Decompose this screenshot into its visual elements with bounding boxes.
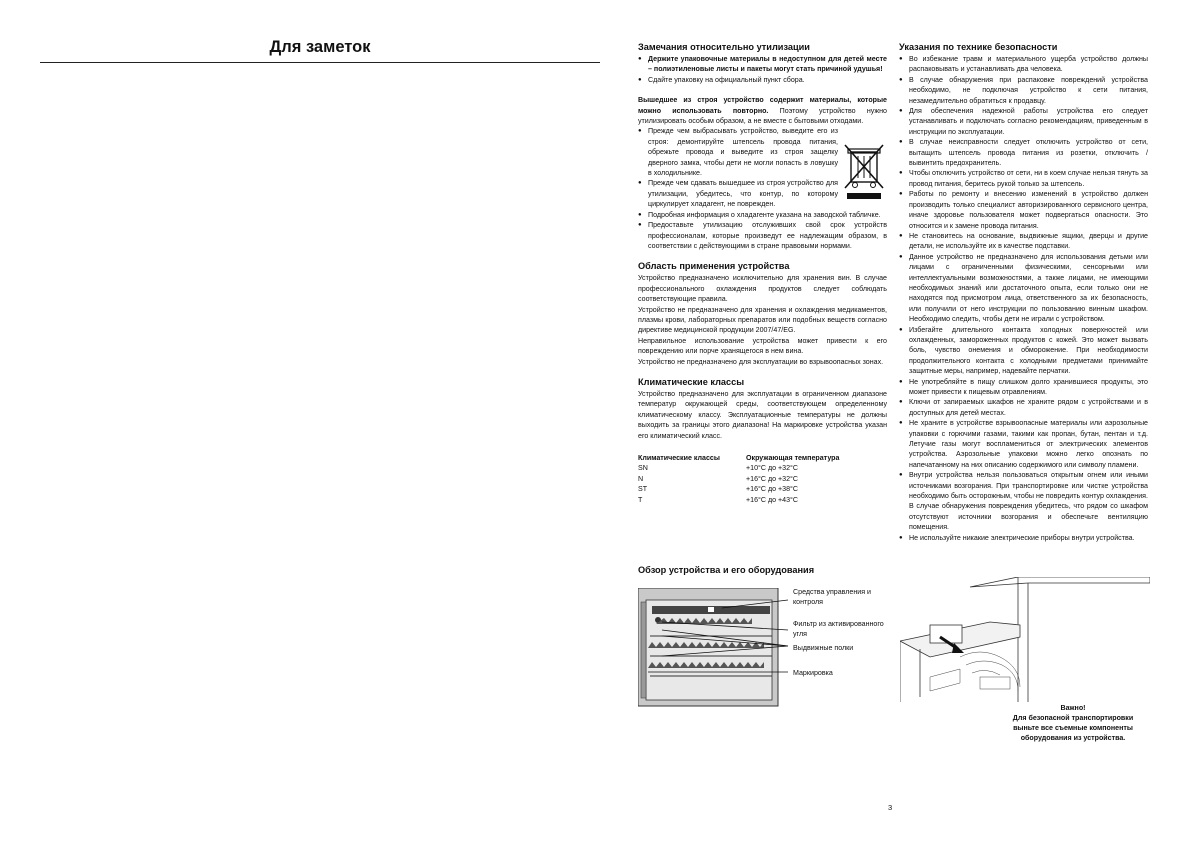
safety-bullet: ● Данное устройство не предназначено для использования детьми или лицами с ограниченными физическими, сенсорными или интеллектуальными возможностями, а также лицами, не имеющими необходимых знаний или достаточного опыта, если только они не находятся под присмотром лица, ответственного за их безопасность, или получили от него инструкции по пользованию винным шкафом. Необходимо следить, чтобы дети не играли с устройством. — [899, 252, 1148, 325]
usage-paragraph: Неправильное использование устройства может привести к его повреждению или порче хранящегося в нем вина. — [638, 336, 887, 356]
safety-heading: Указания по технике безопасности — [899, 42, 1058, 52]
column-right — [899, 42, 1148, 543]
disposal-list-2 — [638, 126, 838, 209]
crossed-bin-icon — [843, 142, 885, 200]
label-controls: Средства управления и контроля — [793, 588, 872, 606]
climate-heading: Климатические классы — [638, 376, 745, 387]
left-page-title: Для заметок — [269, 38, 371, 56]
disposal-paragraph: Вышедшее из строя устройство содержит материалы, которые можно использовать повторно. Поэтому устройство нужно утилизировать особым образом, а не вместе с бытовыми отходами. — [638, 96, 887, 126]
safety-list — [899, 54, 1148, 543]
disposal-bullet: ● Подробная информация о хладагенте указана на заводской табличке. — [638, 210, 887, 220]
safety-bullet: ● Не используйте никакие электрические приборы внутри устройства. — [899, 533, 1148, 543]
important-note — [1000, 703, 1146, 743]
disposal-heading: Замечания относительно утилизации — [638, 42, 810, 52]
safety-bullet: ● Не употребляйте в пищу слишком долго хранившиеся продукты, это может привести к пищевым отравлениям. — [899, 377, 1148, 398]
usage-heading: Область применения устройства — [638, 261, 790, 272]
disposal-bullet: ● Предоставьте утилизацию отслуживших свой срок устройств профессионалам, которые произведут ее надлежащим образом, в соответствии с действующими в стране правовыми нормами. — [638, 220, 887, 251]
label-shelves: Выдвижные полки — [793, 644, 854, 652]
safety-bullet: ● Избегайте длительного контакта холодных поверхностей или охлажденных, замороженных продуктов с кожей. Это может вызвать боль, чувство онемения и обморожение. При необходимости продолжительного контакта с холодными предметами принимайте защитные меры, например, надевайте перчатки. — [899, 325, 1148, 377]
label-marking: Маркировка — [793, 669, 833, 677]
safety-bullet: ● Ключи от запираемых шкафов не храните рядом с устройствами и в доступных для детей местах. — [899, 397, 1148, 418]
safety-bullet: ● Во избежание травм и материального ущерба устройство должны распаковывать и устанавливать два человека. — [899, 54, 1148, 75]
usage-paragraph: Устройство предназначено исключительно для хранения вин. В случае профессионального охлаждения продуктов следует соблюдать соответствующие правила. — [638, 274, 887, 304]
important-text: Для безопасной транспортировки выньте все съемные компоненты оборудования из устройства. — [1012, 714, 1134, 742]
label-charcoal-filter: Фильтр из активированного угля — [793, 620, 884, 638]
climate-paragraph: Устройство предназначено для эксплуатации в ограниченном диапазоне температур окружающей среды, соответствующем определенному климатическому классу. Эксплуатационные температуры не должны выходить за границы этого диапазона! На маркировке устройства указан его климатический класс. — [638, 389, 887, 440]
disposal-bullet: ● Держите упаковочные материалы в недоступном для детей месте – полиэтиленовые листы и пакеты могут стать причиной удушья! — [638, 54, 887, 75]
left-page-rule — [40, 62, 600, 63]
climate-table-row: T +16°C до +43°C — [638, 495, 799, 504]
safety-bullet: ● Чтобы отключить устройство от сети, ни в коем случае нельзя тянуть за провод питания, беритесь рукой только за штепсель. — [899, 168, 1148, 189]
safety-bullet: ● Работы по ремонту и внесению изменений в устройство должен производить только специалист авторизированного сервисного центра, иначе здоровье пользователя может подвергаться опасности. Это относится и к замене провода питания. — [899, 189, 1148, 231]
climate-table-row: N +16°C до +32°C — [638, 474, 799, 483]
safety-bullet: ● Не становитесь на основание, выдвижные ящики, дверцы и другие детали, не используйте их в качестве подставки. — [899, 231, 1148, 252]
safety-bullet: ● Внутри устройства нельзя пользоваться открытым огнем или иными источниками возгорания. При транспортировке или чистке устройства необходимо быть осторожным, чтобы не повредить контур охлаждения. В случае обнаружения повреждения убедитесь, что рядом со шкафом отсутствуют источники возгорания и обеспечьте вентиляцию помещения. — [899, 470, 1148, 532]
safety-bullet: ● В случае обнаружения при распаковке повреждений устройства необходимо, не подключая устройство к сети питания, незамедлительно обратиться к продавцу. — [899, 75, 1148, 106]
usage-paragraph: Устройство не предназначено для эксплуатации во взрывоопасных зонах. — [638, 357, 884, 366]
climate-table-row: ST +16°C до +38°C — [638, 485, 799, 494]
column-left — [638, 42, 887, 505]
page-number: 3 — [888, 803, 893, 812]
climate-table-row: SN +10°C до +32°C — [638, 464, 799, 473]
safety-bullet: ● Для обеспечения надежной работы устройства его следует устанавливать и подключать согласно рекомендациям, приведенным в инструкции по эксплуатации. — [899, 106, 1148, 137]
disposal-list — [638, 54, 887, 85]
disposal-bullet: ● Прежде чем сдавать вышедшее из строя устройство для утилизации, убедитесь, что контур, по которому циркулирует хладагент, не поврежден. — [638, 178, 838, 209]
disposal-bullet: ● Прежде чем выбрасывать устройство, выведите его из строя: демонтируйте штепсель провода питания, обрежьте провода и выведите из строя защелку дверного замка, чтобы дети не могли попасть в ловушку в холодильнике. — [638, 126, 838, 178]
safety-bullet: ● В случае неисправности следует отключить устройство от сети, вытащить штепсель провода питания из розетки, отключить / вывинтить предохранитель. — [899, 137, 1148, 168]
climate-table-header: Климатические классы Окружающая температура — [638, 454, 840, 462]
climate-table — [638, 453, 887, 505]
disposal-bullet: ● Сдайте упаковку на официальный пункт сбора. — [638, 75, 887, 85]
safety-bullet: ● Не храните в устройстве взрывоопасные материалы или аэрозольные упаковки с горючими газами, такими как пропан, бутан, пентан и т.д. Летучие газы могут воспламениться от электрических элементов устройства. Аэрозольные упаковки можно легко опознать по напечатанному на них описанию содержимого или символу пламени. — [899, 418, 1148, 470]
overview-heading: Обзор устройства и его оборудования — [638, 565, 815, 575]
important-heading: Важно! — [1060, 704, 1086, 712]
transport-diagram — [900, 577, 1150, 702]
disposal-list-3 — [638, 210, 887, 252]
usage-paragraph: Устройство не предназначено для хранения и охлаждения медикаментов, плазмы крови, лабораторных препаратов или подобных веществ согласно директиве медицинской продукции 2007/47/EG. — [638, 305, 887, 335]
